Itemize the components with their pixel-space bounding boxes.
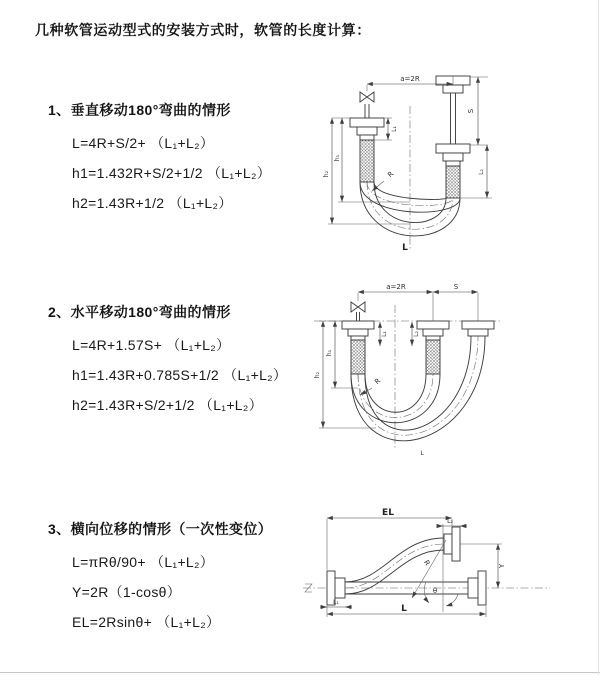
- dim-label-h2: h₂: [314, 371, 321, 379]
- section-2-heading: 2、水平移动180°弯曲的情形: [48, 304, 231, 320]
- radius-label: R: [422, 558, 432, 568]
- formula-line: h1=1.432R+S/2+1/2 （L₁+L₂）: [72, 165, 272, 181]
- formula-line: h2=1.43R+1/2 （L₁+L₂）: [72, 195, 233, 211]
- dim-label-l2: L₂: [447, 518, 453, 525]
- flange-left: [350, 118, 384, 182]
- dim-label-l1: L₁: [381, 331, 388, 337]
- diagram-lateral-displacement: [298, 500, 588, 650]
- radius-label: R: [373, 376, 383, 387]
- braided-hose: [351, 340, 365, 374]
- length-label: L: [402, 243, 408, 253]
- section-3: [48, 519, 323, 637]
- diagram-horizontal-bend: [306, 281, 551, 471]
- radius-leader: [412, 540, 446, 598]
- dim-label-a: a=2R: [386, 283, 406, 291]
- extension-lines: [319, 321, 376, 428]
- dim-label-s: S: [467, 108, 475, 114]
- flange-middle: [417, 321, 449, 374]
- hose-s-curve: [345, 538, 444, 594]
- pipe-left: [357, 312, 360, 321]
- formula-line: L=πRθ/90+ （L₁+L₂）: [72, 554, 215, 570]
- valve-icon: [351, 302, 365, 312]
- radius-label: R: [386, 169, 396, 180]
- formula-line: h1=1.43R+0.785S+1/2 （L₁+L₂）: [72, 367, 288, 383]
- flange-right: [462, 321, 494, 336]
- pipe-right: [451, 93, 456, 144]
- dim-label-l2: L₂: [413, 331, 420, 337]
- braided-hose: [360, 140, 374, 182]
- section-3-heading: 3、横向位移的情形（一次性变位）: [48, 521, 273, 537]
- flange-left: [342, 321, 374, 374]
- braided-hose: [446, 166, 460, 198]
- angle-arc: [424, 582, 429, 603]
- page-title: 几种软管运动型式的安装方式时，软管的长度计算：: [35, 22, 371, 38]
- dim-label-l: L: [401, 604, 407, 614]
- dim-label-l2: L₂: [478, 169, 485, 175]
- pipe-left: [365, 104, 369, 118]
- dim-label-el: EL: [382, 508, 394, 518]
- flange-right: [468, 571, 486, 605]
- braided-hose: [426, 340, 440, 374]
- page-bottom-edge: [0, 672, 600, 673]
- dim-label-l1: L₁: [333, 599, 339, 606]
- flange-right-lower: [436, 144, 470, 198]
- valve-icon: [360, 92, 374, 102]
- formula-line: h2=1.43R+S/2+1/2 （L₁+L₂）: [72, 397, 263, 413]
- formula-line: Y=2R（1-cosθ）: [72, 584, 182, 600]
- dim-label-a: a=2R: [400, 75, 420, 83]
- dim-label-s: S: [453, 283, 459, 291]
- length-label: L: [420, 450, 424, 457]
- flange-displaced: [444, 527, 460, 561]
- page-right-edge: [598, 0, 599, 675]
- angle-arc: [446, 594, 458, 606]
- dim-label-y: Y: [498, 563, 506, 569]
- section-1-heading: 1、垂直移动180°弯曲的情形: [48, 102, 231, 118]
- angle-label: θ: [432, 587, 438, 595]
- section-2: [48, 302, 323, 420]
- dim-label-h1: h₁: [326, 349, 333, 357]
- formula-line: L=4R+1.57S+ （L₁+L₂）: [72, 337, 231, 353]
- formula-line: L=4R+S/2+ （L₁+L₂）: [72, 135, 215, 151]
- dim-label-l1: L₁: [391, 126, 398, 132]
- dim-label-h2: h₂: [323, 170, 330, 178]
- dim-label-h1: h₁: [334, 154, 341, 162]
- section-1: [48, 100, 323, 218]
- diagram-vertical-bend: [308, 64, 533, 262]
- formula-line: EL=2Rsinθ+ （L₁+L₂）: [72, 614, 221, 630]
